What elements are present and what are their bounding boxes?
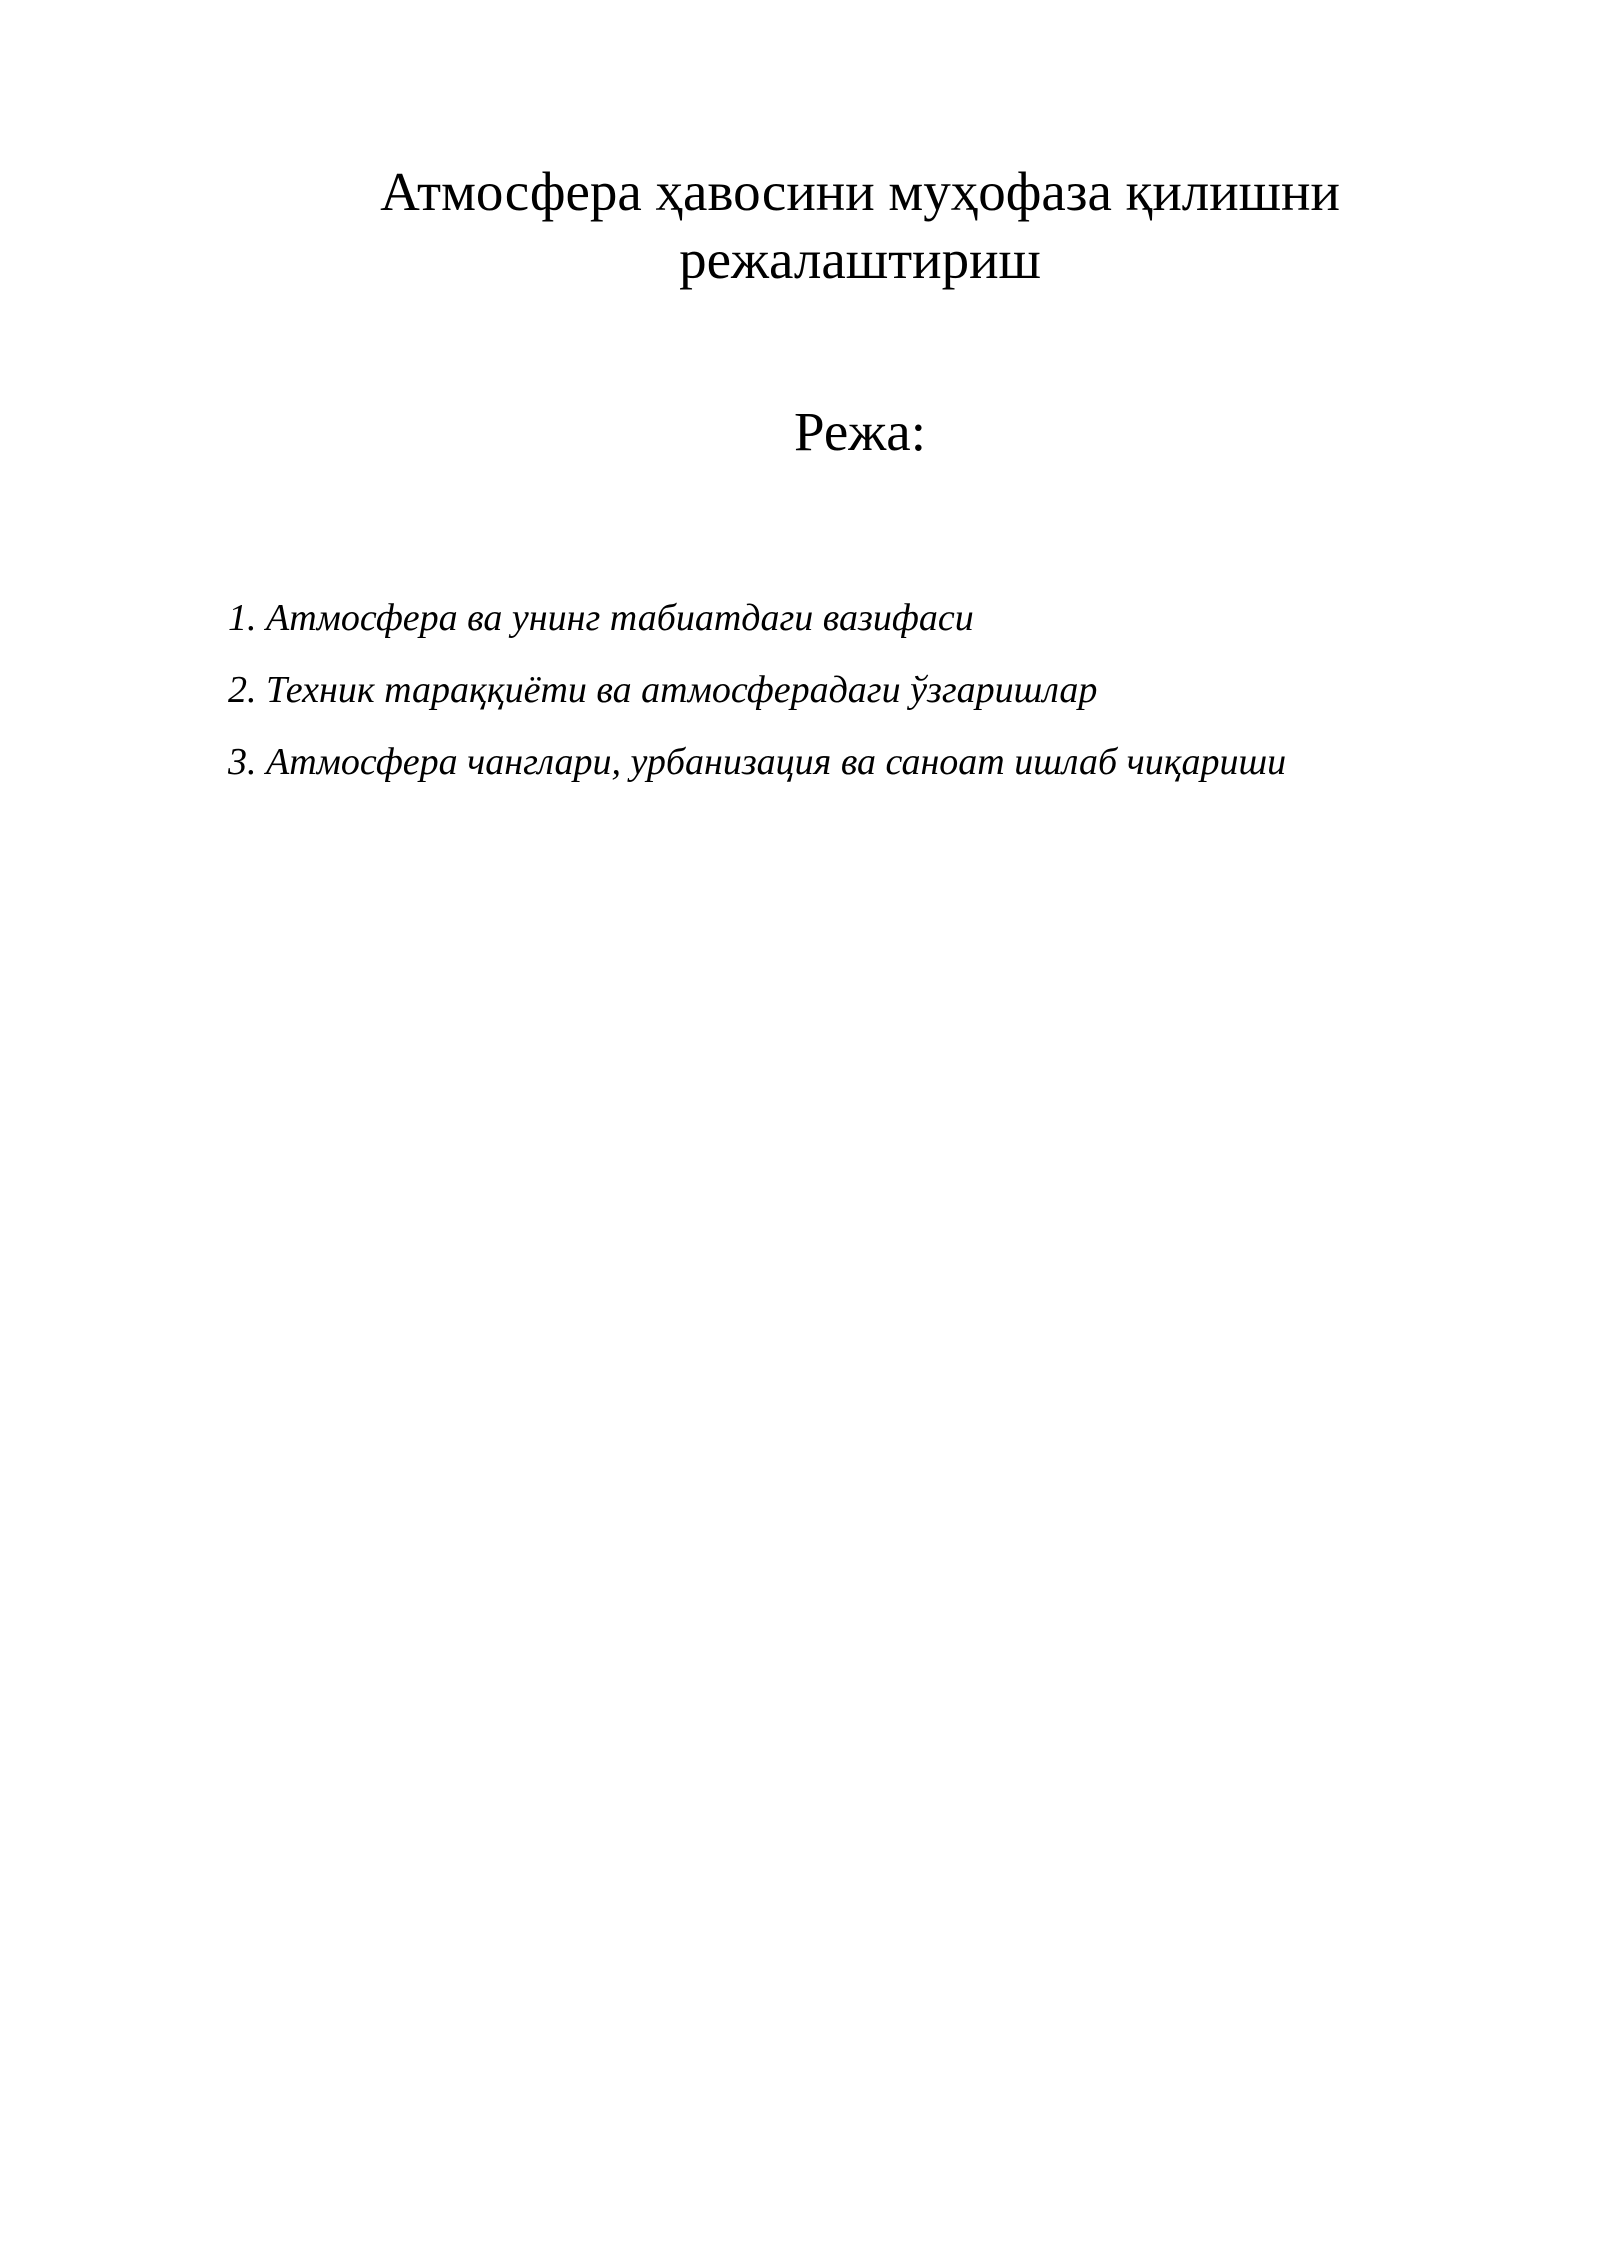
title-line-2: режалаштириш bbox=[679, 229, 1041, 290]
plan-list bbox=[228, 594, 1286, 810]
page-title bbox=[300, 158, 1420, 294]
plan-item-3: 3. Атмосфера чанглари, урбанизация ва саноат ишлаб чиқариши bbox=[228, 741, 1287, 783]
plan-item-2: 2. Техник тараққиёти ва атмосферадаги ўзгаришлар bbox=[228, 669, 1098, 711]
plan-heading: Режа: bbox=[794, 401, 926, 462]
plan-item-1: 1. Атмосфера ва унинг табиатдаги вазифаси bbox=[228, 597, 974, 639]
title-line-1: Атмосфера ҳавосини муҳофаза қилишни bbox=[380, 161, 1340, 222]
